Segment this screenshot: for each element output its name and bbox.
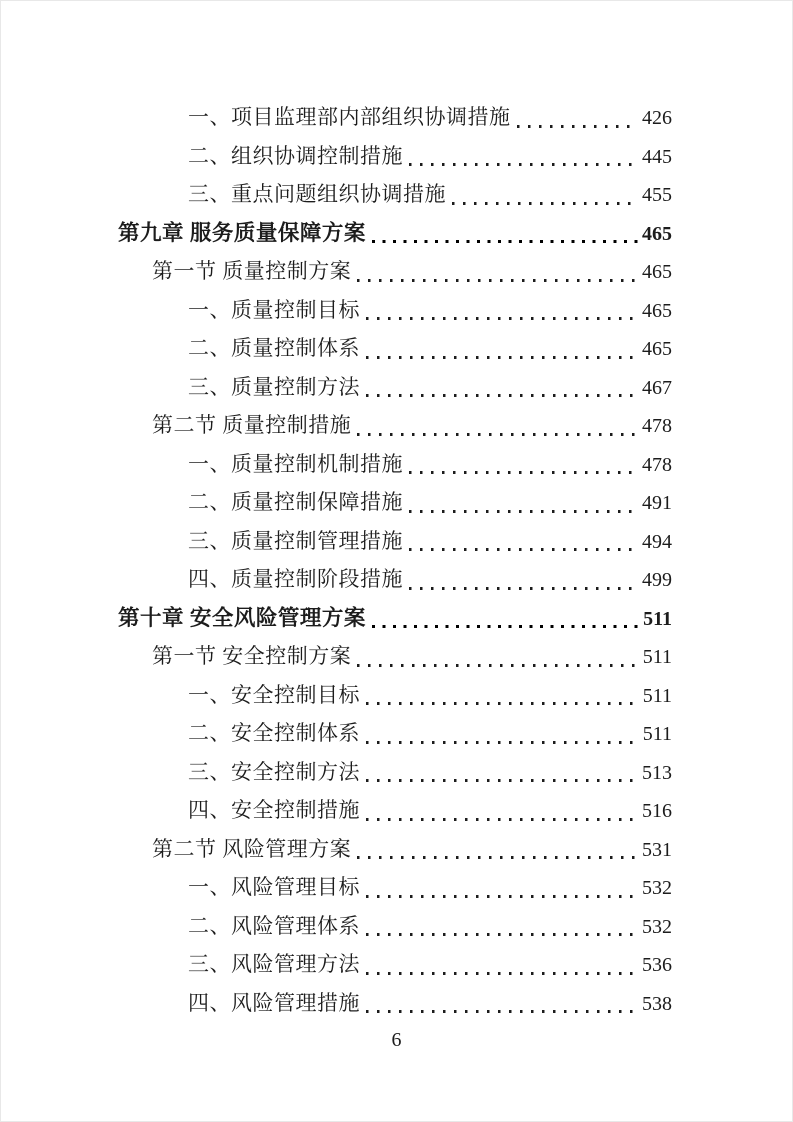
toc-entry[interactable] — [118, 985, 672, 1024]
toc-entry-label: 第九章 服务质量保障方案 — [118, 220, 366, 245]
toc-entry-label: 二、安全控制体系 — [188, 721, 360, 745]
toc-entry-label: 一、质量控制目标 — [188, 297, 360, 322]
toc-entry[interactable] — [118, 600, 672, 639]
toc-entry[interactable] — [118, 484, 672, 523]
toc-entry[interactable] — [118, 946, 672, 985]
toc-entry-page: 445 — [642, 145, 672, 168]
toc-entry[interactable] — [118, 561, 672, 600]
toc-leader-dots — [409, 548, 638, 551]
toc-entry-label: 二、质量控制体系 — [188, 336, 360, 360]
toc-entry[interactable] — [118, 831, 672, 870]
toc-entry[interactable] — [118, 908, 672, 947]
toc-leader-dots — [366, 1010, 638, 1013]
toc-entry-page: 516 — [642, 800, 672, 822]
toc-entry-page: 531 — [642, 838, 672, 861]
toc-entry[interactable] — [118, 638, 672, 677]
toc-entry-page: 532 — [642, 915, 672, 938]
toc-entry-page: 538 — [642, 992, 672, 1015]
toc-leader-dots — [366, 972, 638, 975]
toc-entry-page: 511 — [642, 684, 672, 707]
toc-entry-label: 第十章 安全风险管理方案 — [118, 605, 366, 630]
toc-leader-dots — [409, 510, 638, 513]
toc-entry-label: 一、安全控制目标 — [188, 682, 360, 707]
toc-entry[interactable] — [118, 176, 672, 215]
toc-entry-label: 三、质量控制方法 — [188, 374, 360, 399]
toc-entry-label: 四、风险管理措施 — [188, 990, 360, 1015]
toc-entry-page: 465 — [642, 261, 672, 283]
toc-entry-label: 三、安全控制方法 — [188, 759, 360, 784]
toc-leader-dots — [372, 240, 638, 243]
toc-entry-label: 一、质量控制机制措施 — [188, 451, 403, 476]
toc-entry-page: 513 — [642, 761, 672, 784]
toc-entry-page: 511 — [643, 607, 672, 630]
toc-entry-label: 第二节 质量控制措施 — [152, 413, 352, 437]
toc-entry-label: 第一节 质量控制方案 — [152, 259, 352, 283]
toc-leader-dots — [372, 625, 639, 628]
toc-entry-page: 536 — [642, 954, 672, 976]
toc-entry-page: 478 — [642, 415, 672, 437]
toc-entry-label: 四、安全控制措施 — [188, 798, 360, 822]
toc-entry-page: 478 — [642, 453, 672, 476]
toc-entry[interactable] — [118, 792, 672, 831]
toc-entry-label: 一、风险管理目标 — [188, 875, 360, 899]
toc-entry-label: 二、风险管理体系 — [188, 913, 360, 938]
toc-leader-dots — [366, 933, 638, 936]
toc-entry-page: 499 — [642, 569, 672, 591]
toc-entry[interactable] — [118, 446, 672, 485]
toc-leader-dots — [409, 471, 638, 474]
toc-leader-dots — [366, 702, 639, 705]
toc-entry[interactable] — [118, 869, 672, 908]
toc-entry[interactable] — [118, 99, 672, 138]
toc-leader-dots — [366, 779, 638, 782]
toc-entry-page: 455 — [642, 184, 672, 206]
toc-leader-dots — [357, 279, 638, 282]
toc-entry-page: 465 — [642, 299, 672, 322]
toc-entry-label: 第一节 安全控制方案 — [152, 644, 352, 668]
toc-entry-label: 第二节 风险管理方案 — [152, 836, 352, 861]
toc-entry-label: 二、组织协调控制措施 — [188, 143, 403, 168]
toc-entry[interactable] — [118, 369, 672, 408]
toc-leader-dots — [366, 394, 638, 397]
toc-entry-label: 三、质量控制管理措施 — [188, 528, 403, 553]
toc-entry-label: 四、质量控制阶段措施 — [188, 567, 403, 591]
toc-entry-page: 511 — [642, 723, 672, 745]
toc-leader-dots — [517, 125, 639, 128]
footer-page-number: 6 — [391, 1029, 402, 1051]
toc-leader-dots — [409, 163, 638, 166]
toc-leader-dots — [366, 818, 638, 821]
toc-leader-dots — [357, 856, 638, 859]
toc-leader-dots — [366, 741, 639, 744]
toc-list — [118, 99, 672, 1023]
toc-leader-dots — [357, 664, 638, 667]
toc-entry[interactable] — [118, 407, 672, 446]
toc-entry[interactable] — [118, 215, 672, 254]
toc-entry-page: 426 — [642, 107, 672, 129]
toc-entry-page: 532 — [642, 877, 672, 899]
toc-entry[interactable] — [118, 715, 672, 754]
toc-leader-dots — [357, 433, 638, 436]
toc-leader-dots — [452, 202, 638, 205]
toc-entry[interactable] — [118, 253, 672, 292]
toc-leader-dots — [366, 356, 638, 359]
toc-entry-page: 465 — [642, 222, 672, 245]
toc-entry-label: 一、项目监理部内部组织协调措施 — [188, 105, 511, 129]
toc-entry-label: 三、重点问题组织协调措施 — [188, 182, 446, 206]
toc-entry-page: 494 — [642, 530, 672, 553]
toc-entry[interactable] — [118, 754, 672, 793]
toc-entry-page: 491 — [642, 492, 672, 514]
toc-entry[interactable] — [118, 138, 672, 177]
toc-entry-label: 三、风险管理方法 — [188, 952, 360, 976]
toc-leader-dots — [366, 895, 638, 898]
toc-entry[interactable] — [118, 330, 672, 369]
toc-leader-dots — [409, 587, 638, 590]
toc-entry-page: 467 — [642, 376, 672, 399]
toc-entry[interactable] — [118, 677, 672, 716]
toc-entry[interactable] — [118, 523, 672, 562]
toc-entry-page: 511 — [642, 646, 672, 668]
toc-entry-page: 465 — [642, 338, 672, 360]
toc-leader-dots — [366, 317, 638, 320]
toc-entry[interactable] — [118, 292, 672, 331]
toc-entry-label: 二、质量控制保障措施 — [188, 490, 403, 514]
